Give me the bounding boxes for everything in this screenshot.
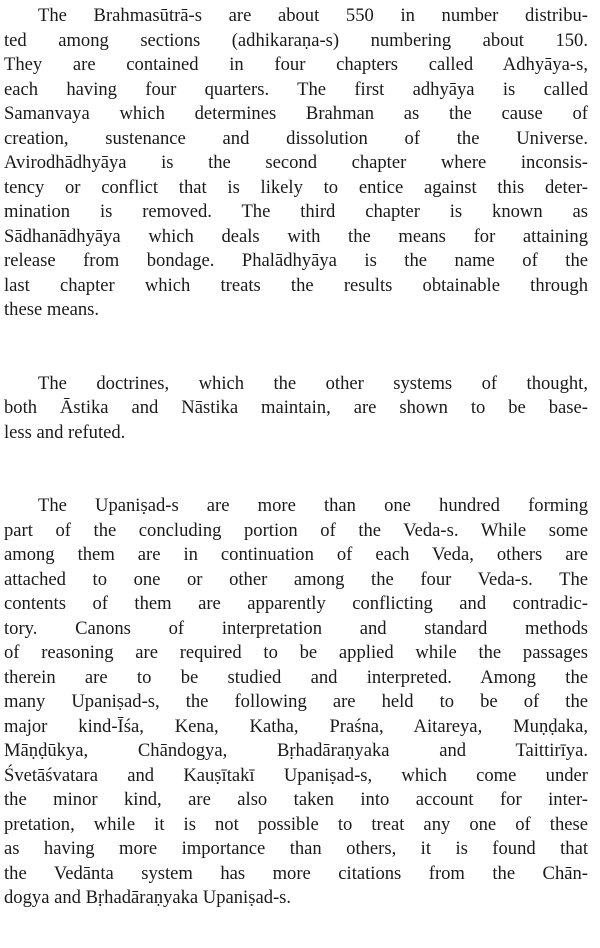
text-line: among them are in continuation of each Veda, others are [4,544,588,565]
text-line: Samanvaya which determines Brahman as the cause of [4,103,588,124]
text-line: dogya and Bṛhadāraṇyaka Upaniṣad-s. [4,887,292,908]
text-line: each having four quarters. The first adhyāya is called [4,78,588,100]
text-line: attached to one or other among the four Veda-s. The [4,568,588,590]
text-line: these means. [4,299,100,320]
text-line: Śvetāśvatara and Kauṣītakī Upaniṣad-s, which come under [4,764,588,786]
text-line: They are contained in four chapters called Adhyāya-s, [4,54,588,75]
text-line: of reasoning are required to be applied while the passages [4,642,588,663]
paragraph-doctrines [4,372,588,446]
text-line: The Upaniṣad-s are more than one hundred forming [38,495,588,516]
text-line: major kind-Īśa, Kena, Katha, Praśna, Aitareya, Muṇḍaka, [4,715,588,737]
text-line: less and refuted. [4,421,126,443]
text-line: release from bondage. Phalādhyāya is the name of the [4,250,588,271]
text-line: The Brahmasūtrā-s are about 550 in number distribu- [38,5,588,26]
text-line: as having more importance than others, it is found that [4,838,588,859]
paragraph-upanisads [4,494,588,911]
text-line: creation, sustenance and dissolution of the Universe. [4,127,588,149]
text-line: Avirodhādhyāya is the second chapter where inconsis- [4,152,588,173]
text-line: part of the concluding portion of the Veda-s. While some [4,519,588,541]
text-line: therein are to be studied and interpreted. Among the [4,666,588,688]
text-line: the minor kind, are also taken into account for inter- [4,789,588,810]
text-line: mination is removed. The third chapter is known as [4,201,588,222]
text-line: Māṇḍūkya, Chāndogya, Bṛhadāraṇyaka and Taittirīya. [4,740,588,761]
paragraph-gap [4,323,588,372]
text-line: tory. Canons of interpretation and standard methods [4,617,588,639]
text-line: contents of them are apparently conflicting and contradic- [4,593,588,614]
text-line: The doctrines, which the other systems of thought, [38,372,588,394]
paragraph-brahmasutra [4,4,588,323]
paragraph-gap [4,445,588,494]
text-line: tency or conflict that is likely to entice against this deter- [4,176,588,198]
text-line: pretation, while it is not possible to treat any one of these [4,813,588,835]
text-line: ted among sections (adhikaraṇa-s) numbering about 150. [4,29,588,51]
text-line: Sādhanādhyāya which deals with the means for attaining [4,225,588,247]
text-line: the Vedānta system has more citations from the Chān- [4,862,588,884]
text-line: last chapter which treats the results obtainable through [4,274,588,296]
text-line: many Upaniṣad-s, the following are held to be of the [4,691,588,712]
text-line: both Āstika and Nāstika maintain, are shown to be base- [4,397,588,418]
